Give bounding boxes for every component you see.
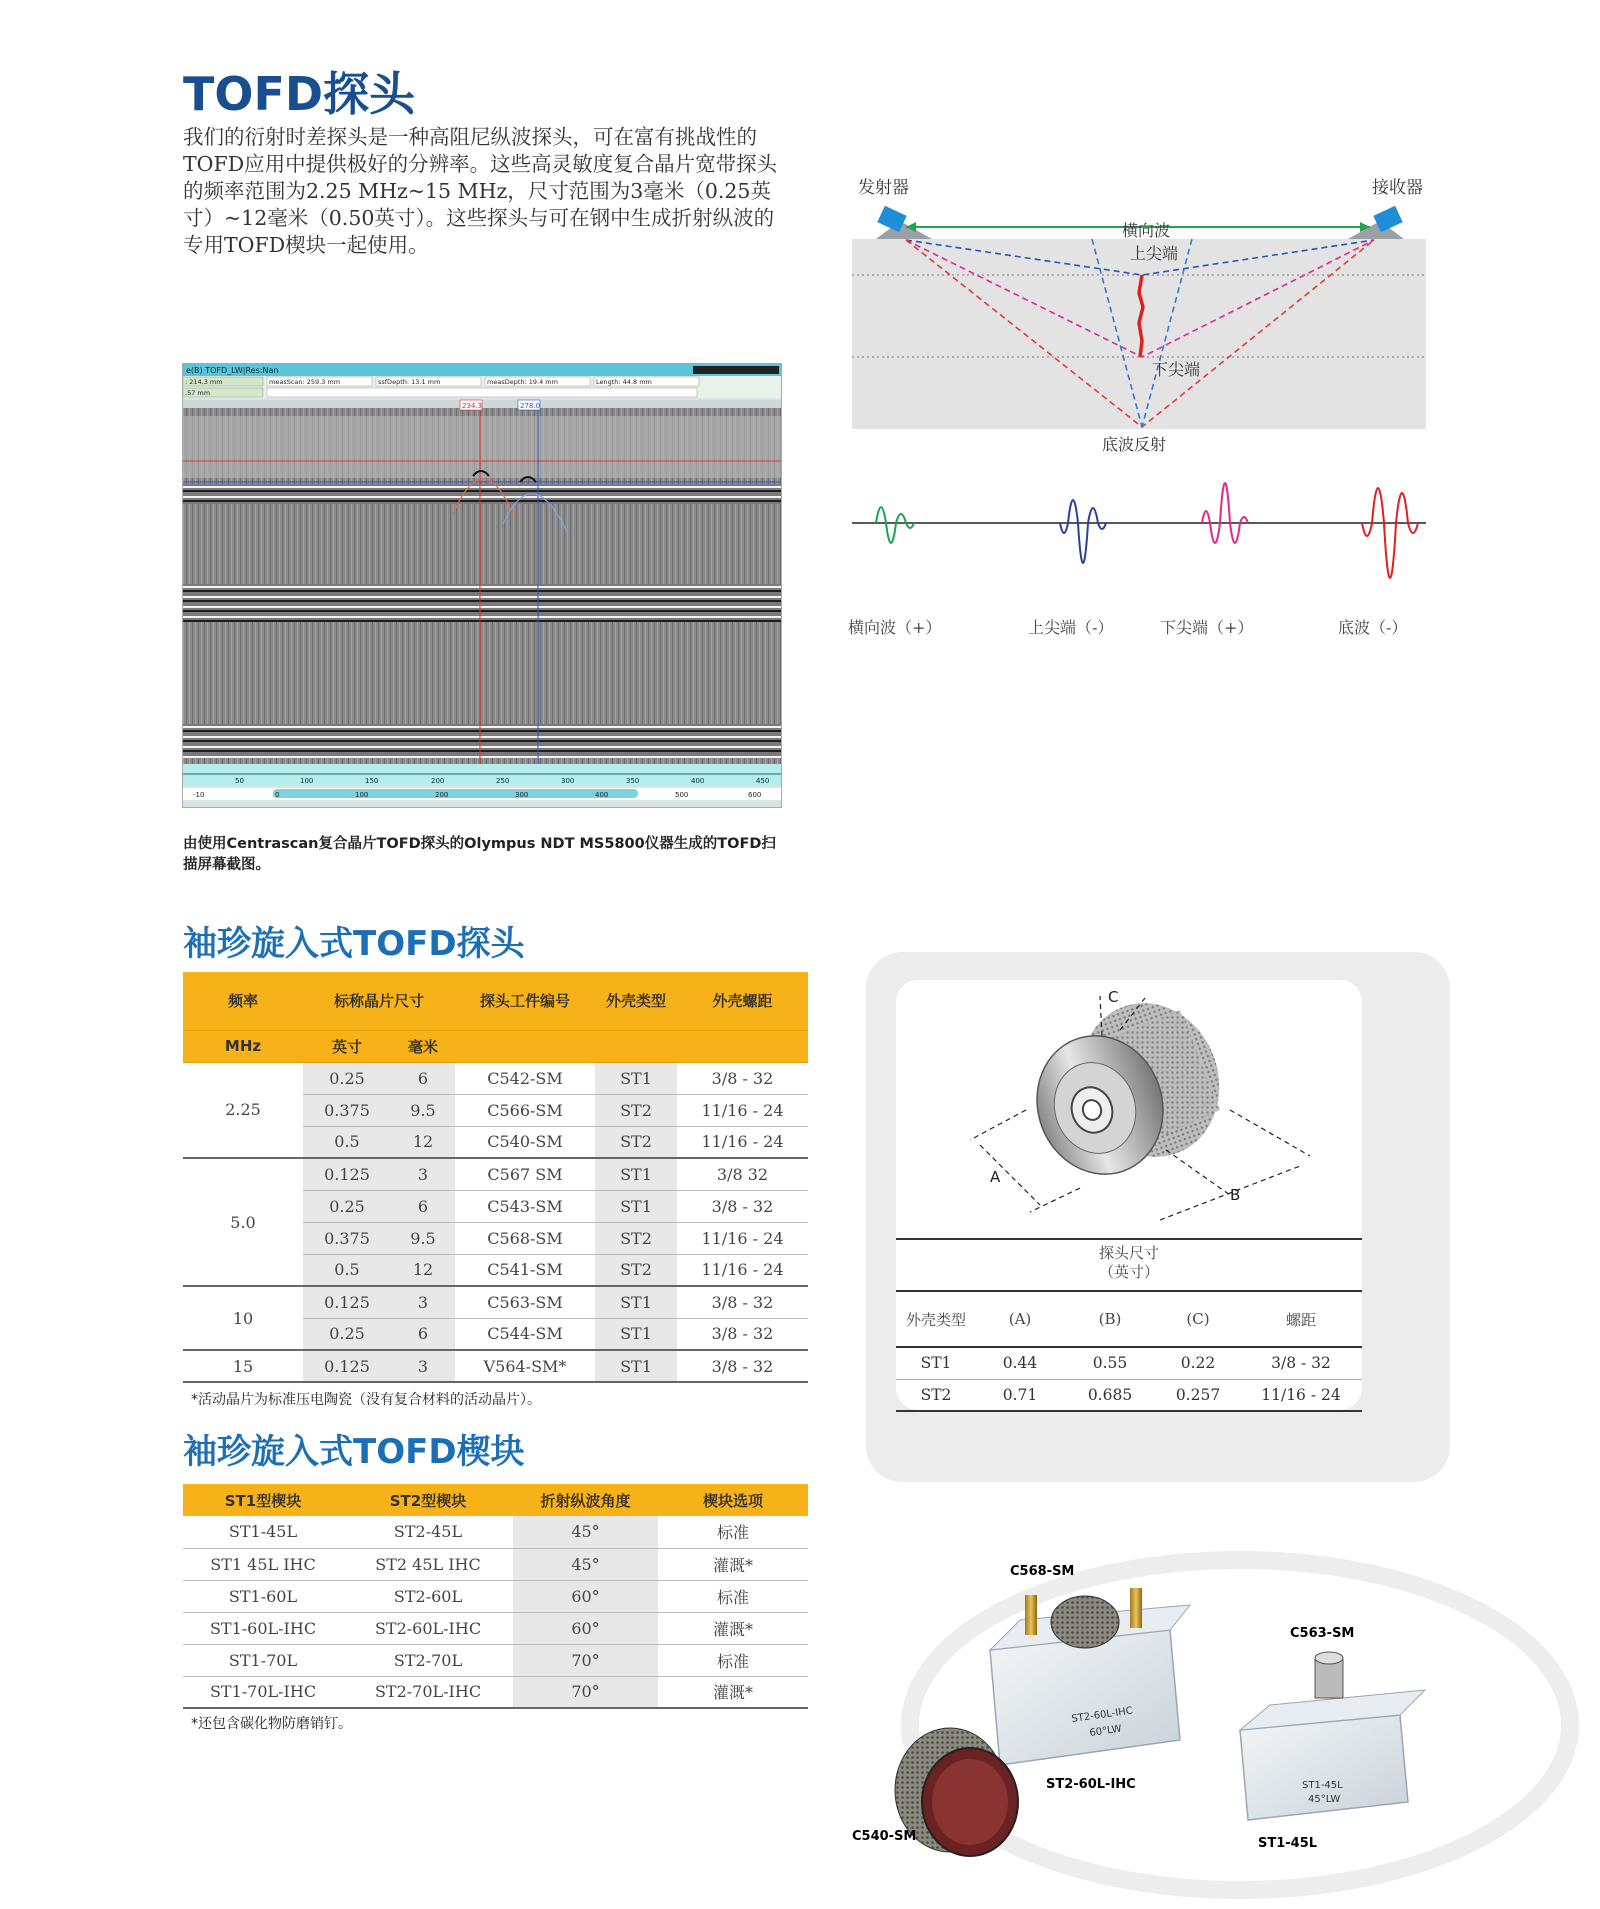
header-st1-wedge: ST1型楔块 <box>183 1484 343 1516</box>
header-case-type: 外壳类型 <box>595 972 677 1030</box>
page-title: TOFD探头 <box>183 67 416 121</box>
dim-header-thread: 螺距 <box>1240 1291 1362 1347</box>
table-row: ST1-70L-IHC ST2-70L-IHC 70° 灌溉* <box>183 1676 808 1708</box>
table-row: 0.25 6 C544-SM ST1 3/8 - 32 <box>183 1318 808 1350</box>
product-photo <box>840 1540 1600 1900</box>
wave-label-backwall: 底波（-） <box>1338 618 1408 637</box>
scan-field-5: Length: 44.8 mm <box>596 378 652 386</box>
scan-caption: 由使用Centrascan复合晶片TOFD探头的Olympus NDT MS5800仪器生成的TOFD扫描屏幕截图。 <box>183 836 776 873</box>
table-row: ST1-70L ST2-70L 70° 标准 <box>183 1644 808 1676</box>
header-element-size: 标称晶片尺寸 <box>303 972 455 1030</box>
backwall-label: 底波反射 <box>1102 435 1167 454</box>
ruler-top-4: 200 <box>431 777 445 785</box>
dimension-caption-line2: （英寸） <box>1098 1263 1159 1281</box>
dimension-caption <box>896 1244 1362 1282</box>
dim-a-label: A <box>990 1168 1001 1186</box>
table-row: 0.375 9.5 C566-SM ST2 11/16 - 24 <box>183 1094 808 1126</box>
dim-header-b: (B) <box>1064 1291 1156 1347</box>
ruler-bottom-5: 300 <box>515 791 529 799</box>
ruler-bottom-3: 100 <box>355 791 369 799</box>
wedge-table-note: *还包含碳化物防磨销钉。 <box>191 1716 352 1732</box>
table-row: ST1-60L-IHC ST2-60L-IHC 60° 灌溉* <box>183 1612 808 1644</box>
ruler-top-6: 300 <box>561 777 575 785</box>
label-st1-45l: ST1-45L <box>1258 1836 1318 1851</box>
st1-wedge-print-2: 45°LW <box>1308 1794 1341 1805</box>
scan-field-3: ssfDepth: 13.1 mm <box>378 378 441 386</box>
ruler-top-1: 50 <box>235 777 244 785</box>
table-row: ST2 0.71 0.685 0.257 11/16 - 24 <box>896 1379 1362 1411</box>
st2-wedge <box>990 1630 1180 1765</box>
ruler-bottom-4: 200 <box>435 791 449 799</box>
lower-tip-label: 下尖端 <box>1152 360 1201 379</box>
table-row: 0.375 9.5 C568-SM ST2 11/16 - 24 <box>183 1222 808 1254</box>
probe-section-title: 袖珍旋入式TOFD探头 <box>183 924 525 964</box>
subheader-inch: 英寸 <box>303 1030 391 1062</box>
dim-b-label: B <box>1230 1186 1241 1204</box>
scan-field-2: measScan: 259.3 mm <box>269 378 341 386</box>
dim-header-c: (C) <box>1156 1291 1240 1347</box>
table-row: 0.5 12 C541-SM ST2 11/16 - 24 <box>183 1254 808 1286</box>
tofd-principle-diagram <box>840 165 1440 645</box>
transmitter-label: 发射器 <box>858 178 909 198</box>
scan-field-4: measDepth: 19.4 mm <box>487 378 558 386</box>
header-st2-wedge: ST2型楔块 <box>343 1484 513 1516</box>
ruler-top-8: 400 <box>691 777 705 785</box>
scan-field-6: .57 mm <box>185 389 211 397</box>
label-c563-sm: C563-SM <box>1290 1626 1355 1641</box>
scan-header-title: e(B) TOFD_LW|Res:Nan <box>186 366 279 375</box>
table-row: ST1 45L IHC ST2 45L IHC 45° 灌溉* <box>183 1548 808 1580</box>
intro-paragraph: 我们的衍射时差探头是一种高阻尼纵波探头，可在富有挑战性的TOFD应用中提供极好的分辨率。这些高灵敏度复合晶片宽带探头的频率范围为2.25 MHz~15 MHz，尺寸范围为3毫米（0.25英寸）~12毫米（0.50英寸）。这些探头与可在钢中生成折射纵波的专用TOFD楔块一起使用。 <box>183 125 778 257</box>
table-row: 15 0.125 3 V564-SM* ST1 3/8 - 32 <box>183 1350 808 1382</box>
table-row: ST1-60L ST2-60L 60° 标准 <box>183 1580 808 1612</box>
cursor-blue-label: 278.0 <box>520 402 541 410</box>
ruler-top-2: 100 <box>300 777 314 785</box>
wave-label-lower: 下尖端（+） <box>1160 618 1254 637</box>
receiver-label: 接收器 <box>1372 178 1423 198</box>
table-row: 0.5 12 C540-SM ST2 11/16 - 24 <box>183 1126 808 1158</box>
ruler-top-3: 150 <box>365 777 379 785</box>
lateral-wave-label: 横向波 <box>1122 221 1171 240</box>
ruler-top-5: 250 <box>496 777 510 785</box>
dim-header-case: 外壳类型 <box>896 1291 976 1347</box>
wave-label-upper: 上尖端（-） <box>1028 618 1114 637</box>
freq-cell: 5.0 <box>183 1158 303 1286</box>
dimension-table <box>896 1290 1362 1412</box>
freq-cell: 15 <box>183 1350 303 1382</box>
subheader-mhz: MHz <box>183 1030 303 1062</box>
ruler-bottom-6: 400 <box>595 791 609 799</box>
table-row: ST1-45L ST2-45L 45° 标准 <box>183 1516 808 1548</box>
table-row: ST1 0.44 0.55 0.22 3/8 - 32 <box>896 1347 1362 1379</box>
subheader-mm: 毫米 <box>391 1030 455 1062</box>
table-row: 5.0 0.125 3 C567 SM ST1 3/8 32 <box>183 1158 808 1190</box>
probe-table-note: *活动晶片为标准压电陶瓷（没有复合材料的活动晶片）。 <box>191 1392 541 1408</box>
table-row: 10 0.125 3 C563-SM ST1 3/8 - 32 <box>183 1286 808 1318</box>
header-angle: 折射纵波角度 <box>513 1484 658 1516</box>
st2-wedge-print-1: ST2-60L-IHC <box>1070 1705 1134 1725</box>
header-part-number: 探头工件编号 <box>455 972 595 1030</box>
dimension-divider <box>896 1238 1362 1240</box>
label-c568-sm: C568-SM <box>1010 1564 1075 1579</box>
freq-cell: 10 <box>183 1286 303 1350</box>
ruler-top-7: 350 <box>626 777 640 785</box>
st1-wedge-print-1: ST1-45L <box>1302 1780 1343 1791</box>
st2-wedge-print-2: 60°LW <box>1088 1723 1123 1739</box>
ruler-bottom-1: -10 <box>193 791 205 799</box>
wedge-section-title: 袖珍旋入式TOFD楔块 <box>183 1432 525 1472</box>
freq-cell: 2.25 <box>183 1062 303 1158</box>
wedge-table <box>183 1484 808 1709</box>
upper-tip-label: 上尖端 <box>1130 244 1179 263</box>
cursor-red-label: 234.3 <box>462 402 483 410</box>
ruler-top-9: 450 <box>756 777 770 785</box>
ruler-bottom-8: 600 <box>748 791 762 799</box>
probe-table <box>183 972 808 1383</box>
dimension-caption-line1: 探头尺寸 <box>1098 1244 1159 1262</box>
header-frequency: 频率 <box>183 972 303 1030</box>
dim-header-a: (A) <box>976 1291 1064 1347</box>
wave-label-lateral: 横向波（+） <box>848 618 942 637</box>
table-row: 2.25 0.25 6 C542-SM ST1 3/8 - 32 <box>183 1062 808 1094</box>
header-thread: 外壳螺距 <box>677 972 808 1030</box>
ruler-bottom-2: 0 <box>275 791 280 799</box>
header-option: 楔块选项 <box>658 1484 808 1516</box>
ruler-bottom-7: 500 <box>675 791 689 799</box>
table-row: 0.25 6 C543-SM ST1 3/8 - 32 <box>183 1190 808 1222</box>
probe-dimension-drawing <box>930 980 1350 1240</box>
label-c540-sm: C540-SM <box>852 1829 917 1844</box>
label-st2-60l-ihc: ST2-60L-IHC <box>1046 1777 1136 1792</box>
tofd-scan-screenshot <box>182 363 782 808</box>
scan-field-1: : 214.3 mm <box>185 378 223 386</box>
dim-c-label: C <box>1108 988 1119 1006</box>
